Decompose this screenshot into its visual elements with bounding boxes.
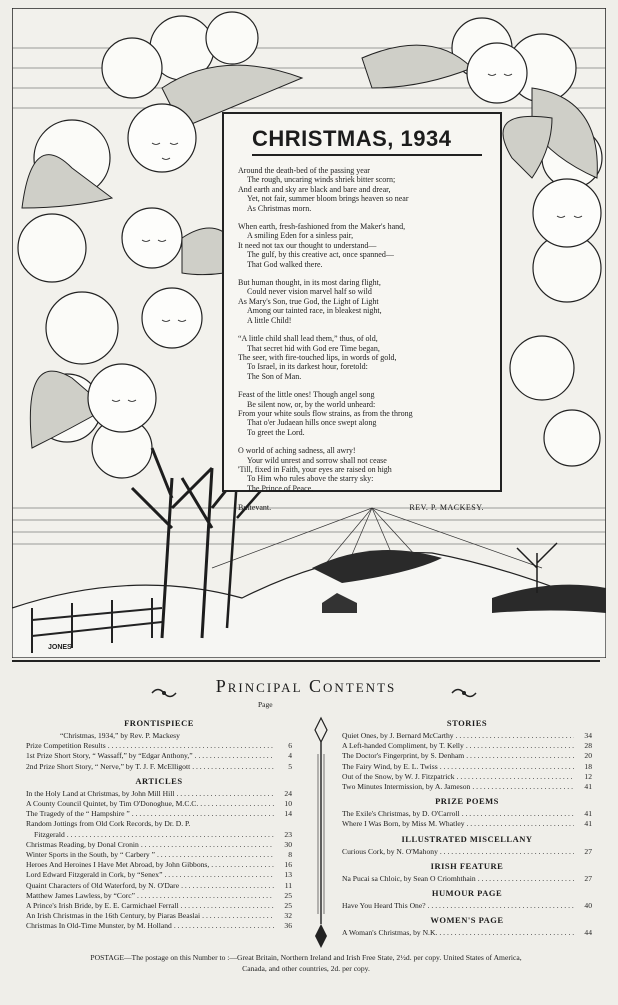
contents-entry bbox=[342, 741, 592, 751]
entry-page bbox=[274, 819, 292, 829]
entry-title: Christmas In Old-Time Munster, by M. Holland bbox=[26, 921, 172, 931]
poem-line: From your white souls flow strains, as from the throng bbox=[238, 408, 413, 418]
contents-section-title: STORIES bbox=[446, 718, 488, 728]
contents-entry bbox=[26, 891, 292, 901]
contents-section-title: IRISH FEATURE bbox=[430, 860, 504, 871]
poem-line: That secret hid with God ere Time began, bbox=[247, 343, 380, 353]
poem-line: As Christmas morn. bbox=[247, 203, 312, 213]
poem-body bbox=[238, 166, 490, 493]
poem-line: 'Till, fixed in Faith, your eyes are raised on high bbox=[238, 464, 392, 474]
poem-line: Around the death-bed of the passing year bbox=[238, 166, 370, 175]
entry-title: Out of the Snow, by W. J. Fitzpatrick bbox=[342, 771, 455, 781]
entry-title: A Woman's Christmas, by N.K. bbox=[342, 928, 438, 938]
ornamental-divider bbox=[309, 714, 333, 954]
contents-entry bbox=[26, 819, 292, 829]
entry-title: In the Holy Land at Christmas, by John Mill Hill bbox=[26, 788, 175, 798]
dot-leader bbox=[179, 901, 274, 911]
entry-title: An Irish Christmas in the 16th Century, by Piaras Beaslai bbox=[26, 911, 201, 921]
entry-page: 27 bbox=[584, 873, 592, 883]
poem-stanza bbox=[238, 390, 490, 437]
title-rule bbox=[252, 154, 482, 156]
dot-leader bbox=[179, 881, 274, 891]
contents-entry bbox=[26, 830, 292, 840]
poem-signature bbox=[238, 503, 490, 512]
dot-leader bbox=[135, 891, 274, 901]
dot-leader bbox=[438, 847, 574, 857]
contents-entry bbox=[26, 921, 292, 931]
dot-leader bbox=[130, 809, 274, 819]
contents-entry bbox=[342, 819, 592, 829]
contents-entry bbox=[26, 762, 292, 772]
entry-title: Heroes And Heroines I Have Met Abroad, by John Gibbons, bbox=[26, 860, 210, 870]
poem-line: The rough, uncaring winds shriek bitter scorn; bbox=[247, 175, 396, 185]
entry-title: Fitzgerald bbox=[34, 829, 65, 839]
entry-page: 5 bbox=[288, 761, 292, 771]
entry-title: Two Minutes Intermission, by A. Jameson bbox=[342, 782, 471, 792]
dot-leader bbox=[465, 819, 575, 829]
entry-page bbox=[274, 731, 292, 741]
entry-title: Have You Heard This One? bbox=[342, 901, 426, 911]
poem-line: Among our tainted race, in bleakest night, bbox=[247, 306, 382, 316]
poem-line: “A little child shall lead them,” thus, of old, bbox=[238, 334, 378, 344]
entry-page: 30 bbox=[284, 839, 292, 849]
dot-leader bbox=[175, 789, 275, 799]
poem-line: When earth, fresh-fashioned from the Maker's hand, bbox=[238, 222, 406, 232]
entry-title: The Tragedy of the “ Hampshire ” bbox=[26, 809, 130, 819]
entry-title: Prize Competition Results bbox=[26, 741, 106, 751]
poem-line: The gulf, by this creative act, once spanned— bbox=[247, 250, 394, 260]
contents-entry bbox=[26, 789, 292, 799]
entry-page: 11 bbox=[284, 880, 292, 890]
poem-title: CHRISTMAS, 1934 bbox=[252, 126, 452, 151]
dot-leader bbox=[139, 840, 274, 850]
entry-page: 23 bbox=[284, 829, 292, 839]
contents-section-title: ILLUSTRATED MISCELLANY bbox=[401, 833, 533, 844]
entry-title: A Left-handed Compliment, by T. Kelly bbox=[342, 741, 464, 751]
entry-title: A Prince's Irish Bride, by E. E. Carmichael Ferrall bbox=[26, 901, 179, 911]
entry-page: 14 bbox=[284, 809, 292, 819]
entry-page: 40 bbox=[584, 901, 592, 911]
entry-title: Lord Edward Fitzgerald in Cork, by “Senex” bbox=[26, 870, 163, 880]
entry-page: 6 bbox=[288, 741, 292, 751]
contents-section-title: FRONTISPIECE bbox=[124, 718, 194, 728]
poem-stanza bbox=[238, 446, 490, 493]
poem-line: Could never vision marvel half so wild bbox=[247, 287, 372, 297]
poem-stanza bbox=[238, 334, 490, 381]
dot-leader bbox=[172, 921, 274, 931]
dot-leader bbox=[190, 762, 274, 772]
entry-page: 34 bbox=[584, 731, 592, 740]
dot-leader bbox=[438, 762, 574, 772]
contents-entry bbox=[26, 809, 292, 819]
entry-page: 10 bbox=[284, 799, 292, 809]
entry-title: Random Jottings from Old Cork Records, by Dr. D. P. bbox=[26, 819, 191, 829]
dot-leader bbox=[426, 901, 574, 911]
entry-page: 44 bbox=[584, 928, 592, 938]
contents-entry bbox=[26, 901, 292, 911]
entry-page: 12 bbox=[584, 771, 592, 781]
entry-page: 4 bbox=[288, 751, 292, 761]
dot-leader bbox=[200, 911, 274, 921]
poem-line: A smiling Eden for a sinless pair, bbox=[247, 231, 354, 241]
postage-line-1: POSTAGE—The postage on this Number to :—Great Britain, Northern Ireland and Irish Free State, 2½d. per copy. United States of America, bbox=[90, 953, 522, 962]
dot-leader bbox=[155, 850, 274, 860]
poem-line: But human thought, in its most daring flight, bbox=[238, 278, 381, 288]
contents-entry bbox=[342, 772, 592, 782]
entry-title: 1st Prize Short Story, “ Wassaff,” by “Edgar Anthony,” bbox=[26, 751, 193, 761]
entry-title: Quaint Characters of Old Waterford, by N. O'Dare bbox=[26, 880, 180, 890]
poem-line: To Israel, in its darkest hour, foretold: bbox=[247, 362, 368, 372]
dot-leader bbox=[106, 741, 274, 751]
postage-notice bbox=[12, 952, 600, 974]
entry-title: Christmas Reading, by Donal Cronin bbox=[26, 839, 139, 849]
contents-section-title: ARTICLES bbox=[135, 775, 183, 786]
dot-leader bbox=[454, 731, 574, 741]
entry-title: The Fairy Wind, by E. L. Twiss bbox=[342, 761, 438, 771]
entry-page: 28 bbox=[584, 741, 592, 751]
poem-line: As Mary's Son, true God, the Light of Light bbox=[238, 296, 379, 306]
entry-page: 41 bbox=[584, 782, 592, 792]
contents-entry bbox=[26, 741, 292, 751]
poem-line: The Prince of Peace. bbox=[247, 483, 314, 493]
poem-line: A little Child! bbox=[247, 315, 292, 325]
entry-page: 18 bbox=[584, 761, 592, 771]
dot-leader bbox=[209, 860, 274, 870]
dot-leader bbox=[470, 782, 574, 792]
entry-page: 20 bbox=[584, 751, 592, 761]
contents-entry bbox=[342, 928, 592, 938]
entry-page: 25 bbox=[284, 901, 292, 911]
dot-leader bbox=[162, 870, 274, 880]
dot-leader bbox=[437, 928, 574, 938]
contents-entry bbox=[342, 847, 592, 857]
entry-title: Na Pucai sa Chloic, by Sean O Criomhthain bbox=[342, 873, 476, 883]
poem-line: To greet the Lord. bbox=[247, 427, 305, 437]
poem-stanza bbox=[238, 166, 490, 213]
contents-entry bbox=[26, 911, 292, 921]
entry-title: Quiet Ones, by J. Bernard McCarthy bbox=[342, 731, 454, 740]
poem-line: O world of aching sadness, all awry! bbox=[238, 446, 356, 456]
entry-page: 36 bbox=[284, 921, 292, 931]
entry-page: 41 bbox=[584, 819, 592, 829]
contents-entry bbox=[342, 751, 592, 761]
contents-section bbox=[12, 660, 600, 992]
dot-leader bbox=[198, 799, 274, 809]
entry-title: Matthew James Lawless, by “Corc” bbox=[26, 890, 136, 900]
contents-left-column bbox=[26, 700, 292, 932]
entry-title: “Christmas, 1934,” by Rev. P. Mackesy bbox=[60, 731, 180, 740]
entry-page: 13 bbox=[284, 870, 292, 880]
entry-page: 25 bbox=[284, 890, 292, 900]
entry-page: 32 bbox=[284, 911, 292, 921]
dot-leader bbox=[464, 751, 574, 761]
contents-heading: Principal Contents bbox=[215, 676, 397, 696]
contents-entry bbox=[26, 870, 292, 880]
entry-title: 2nd Prize Short Story, “ Nerve,” by T. J. F. McElligott bbox=[26, 761, 191, 771]
contents-entry bbox=[26, 881, 292, 891]
poem-panel bbox=[222, 112, 502, 513]
dot-leader bbox=[193, 751, 274, 761]
contents-section-title: PRIZE POEMS bbox=[435, 796, 499, 807]
poem-line: That God walked there. bbox=[247, 259, 323, 269]
contents-entry bbox=[26, 731, 292, 741]
dot-leader bbox=[460, 809, 574, 819]
poem-line: The Son of Man. bbox=[247, 371, 302, 381]
contents-entry bbox=[26, 751, 292, 761]
entry-title: Winter Sports in the South, by “ Carbery ” bbox=[26, 850, 155, 860]
contents-entry bbox=[342, 731, 592, 741]
dot-leader bbox=[464, 741, 574, 751]
entry-page: 16 bbox=[284, 860, 292, 870]
contents-section-title: WOMEN'S PAGE bbox=[430, 915, 504, 926]
contents-right-column bbox=[342, 714, 592, 938]
contents-entry bbox=[342, 809, 592, 819]
poem-line: Feast of the little ones! Though angel song bbox=[238, 390, 375, 400]
poem-line: It need not tax our thought to understand— bbox=[238, 240, 377, 250]
entry-page: 41 bbox=[584, 809, 592, 819]
contents-entry bbox=[342, 874, 592, 884]
contents-entry bbox=[26, 850, 292, 860]
contents-entry bbox=[342, 901, 592, 911]
contents-entry bbox=[26, 840, 292, 850]
entry-page: 8 bbox=[288, 850, 292, 860]
page-column-label: Page bbox=[258, 700, 273, 709]
right-ornament bbox=[450, 686, 478, 700]
poem-author: REV. P. MACKESY. bbox=[409, 503, 484, 513]
contents-entry bbox=[26, 860, 292, 870]
contents-entry bbox=[342, 762, 592, 772]
entry-title: Where I Was Born, by Miss M. Whatley bbox=[342, 819, 465, 829]
poem-line: Your wild unrest and sorrow shall not cease bbox=[247, 455, 387, 465]
entry-page: 27 bbox=[584, 846, 592, 856]
dot-leader bbox=[455, 772, 574, 782]
poem-line: Yet, not fair, summer bloom brings heaven so near bbox=[247, 194, 409, 204]
poem-line: Be silent now, or, by the world unheard: bbox=[247, 399, 376, 409]
dot-leader bbox=[476, 874, 574, 884]
poem-line: The seer, with fire-touched lips, in words of gold, bbox=[238, 352, 397, 362]
poem-line: And earth and sky are black and bare and drear, bbox=[238, 184, 391, 194]
contents-entry bbox=[342, 782, 592, 792]
poem-line: To Him who rules above the starry sky: bbox=[247, 474, 374, 484]
postage-line-2: Canada, and other countries, 2d. per copy. bbox=[242, 964, 370, 973]
contents-entry bbox=[26, 799, 292, 809]
entry-title: Curious Cork, by N. O'Mahony bbox=[342, 846, 438, 856]
poem-line: That o'er Judaean hills once swept along bbox=[247, 418, 377, 428]
poem-stanza bbox=[238, 278, 490, 325]
entry-title: The Doctor's Fingerprint, by S. Denham bbox=[342, 751, 465, 761]
poem-stanza bbox=[238, 222, 490, 269]
entry-title: A County Council Quintet, by Tim O'Donoghue, M.C.C. bbox=[26, 799, 199, 809]
entry-page: 24 bbox=[284, 788, 292, 798]
contents-section-title: HUMOUR PAGE bbox=[431, 888, 503, 899]
artist-signature: JONES bbox=[48, 644, 72, 651]
entry-title: The Exile's Christmas, by D. O'Carroll bbox=[342, 809, 460, 819]
dot-leader bbox=[65, 830, 274, 840]
poem-place: Buttevant. bbox=[238, 503, 272, 513]
